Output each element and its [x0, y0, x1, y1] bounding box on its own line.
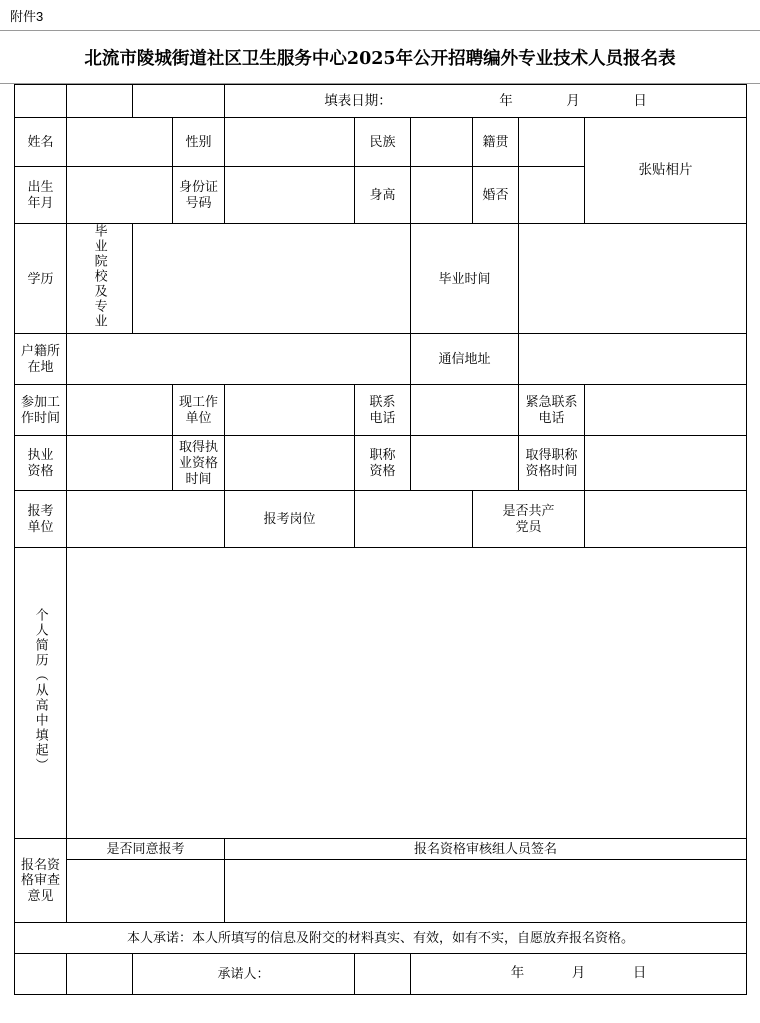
table-row	[15, 224, 747, 334]
table-row	[15, 333, 747, 384]
label-height: 身高	[355, 167, 411, 224]
cell-blank-3	[133, 85, 225, 118]
page-title: 北流市陵城街道社区卫生服务中心2025年公开招聘编外专业技术人员报名表	[84, 48, 676, 69]
label-review-opinion: 报名资 格审查 意见	[15, 838, 67, 922]
label-marital: 婚否	[473, 167, 519, 224]
value-birth-date[interactable]	[67, 167, 173, 224]
value-id-number[interactable]	[225, 167, 355, 224]
promise-date-day: 日	[632, 965, 647, 981]
cell-blank-2	[67, 85, 133, 118]
label-resume: 个人简历（从高中填起）	[15, 547, 67, 838]
document-title-row	[0, 31, 760, 84]
promise-blank-3	[355, 953, 411, 994]
table-row	[15, 838, 747, 859]
promise-date-month: 月	[571, 965, 586, 981]
label-practice-qual: 执业 资格	[15, 435, 67, 490]
promise-statement: 本人承诺：本人所填写的信息及附交的材料真实、有效，如有不实，自愿放弃报名资格。	[15, 922, 747, 953]
table-row	[15, 490, 747, 547]
value-practice-qual[interactable]	[67, 435, 173, 490]
value-title-qual[interactable]	[411, 435, 519, 490]
value-marital[interactable]	[519, 167, 585, 224]
table-row	[15, 922, 747, 953]
fill-date-day: 日	[633, 92, 647, 108]
label-current-employer: 现工作 单位	[173, 384, 225, 435]
label-mailing-address: 通信地址	[411, 333, 519, 384]
label-id-number: 身份证 号码	[173, 167, 225, 224]
label-ethnicity: 民族	[355, 118, 411, 167]
cell-blank-1	[15, 85, 67, 118]
label-work-start: 参加工 作时间	[15, 384, 67, 435]
attachment-label-row	[0, 0, 760, 31]
table-row	[15, 859, 747, 922]
label-apply-post: 报考岗位	[225, 490, 355, 547]
label-birth-date: 出生 年月	[15, 167, 67, 224]
promiser-label: 承诺人：	[133, 953, 355, 994]
value-title-qual-time[interactable]	[585, 435, 747, 490]
value-resume[interactable]	[67, 547, 747, 838]
label-school-major: 毕业院校及专业	[67, 224, 133, 334]
label-agree-apply: 是否同意报考	[67, 838, 225, 859]
label-graduation-time: 毕业时间	[411, 224, 519, 334]
table-row	[15, 384, 747, 435]
form-table-wrap	[0, 84, 760, 995]
value-native-place[interactable]	[519, 118, 585, 167]
label-education: 学历	[15, 224, 67, 334]
value-school-major[interactable]	[133, 224, 411, 334]
value-agree-apply[interactable]	[67, 859, 225, 922]
table-row	[15, 953, 747, 994]
label-gender: 性别	[173, 118, 225, 167]
label-household: 户籍所 在地	[15, 333, 67, 384]
registration-form-table	[14, 84, 747, 995]
value-practice-qual-time[interactable]	[225, 435, 355, 490]
promise-blank-1	[15, 953, 67, 994]
label-practice-qual-time: 取得执 业资格 时间	[173, 435, 225, 490]
label-apply-unit: 报考 单位	[15, 490, 67, 547]
label-contact-phone: 联系 电话	[355, 384, 411, 435]
label-native-place: 籍贯	[473, 118, 519, 167]
table-row	[15, 85, 747, 118]
table-row	[15, 435, 747, 490]
table-row	[15, 547, 747, 838]
value-party-member[interactable]	[585, 490, 747, 547]
fill-date-month: 月	[566, 92, 580, 108]
photo-box[interactable]: 张贴相片	[585, 118, 747, 224]
value-gender[interactable]	[225, 118, 355, 167]
value-reviewer-signature[interactable]	[225, 859, 747, 922]
label-title-qual-time: 取得职称 资格时间	[519, 435, 585, 490]
value-name[interactable]	[67, 118, 173, 167]
fill-date-year: 年	[499, 92, 513, 108]
promise-blank-2	[67, 953, 133, 994]
label-title-qual: 职称 资格	[355, 435, 411, 490]
promise-date-area	[411, 953, 747, 994]
value-height[interactable]	[411, 167, 473, 224]
value-current-employer[interactable]	[225, 384, 355, 435]
attachment-label: 附件3	[10, 8, 44, 24]
value-apply-unit[interactable]	[67, 490, 225, 547]
value-emergency-phone[interactable]	[585, 384, 747, 435]
fill-date-area	[225, 85, 747, 118]
label-name: 姓名	[15, 118, 67, 167]
fill-date-label: 填表日期：	[324, 92, 392, 108]
promise-date-year: 年	[510, 965, 525, 981]
label-reviewer-signature: 报名资格审核组人员签名	[225, 838, 747, 859]
value-mailing-address[interactable]	[519, 333, 747, 384]
value-contact-phone[interactable]	[411, 384, 519, 435]
label-emergency-phone: 紧急联系 电话	[519, 384, 585, 435]
value-work-start[interactable]	[67, 384, 173, 435]
value-household[interactable]	[67, 333, 411, 384]
value-graduation-time[interactable]	[519, 224, 747, 334]
label-party-member: 是否共产 党员	[473, 490, 585, 547]
value-ethnicity[interactable]	[411, 118, 473, 167]
table-row	[15, 118, 747, 167]
value-apply-post[interactable]	[355, 490, 473, 547]
